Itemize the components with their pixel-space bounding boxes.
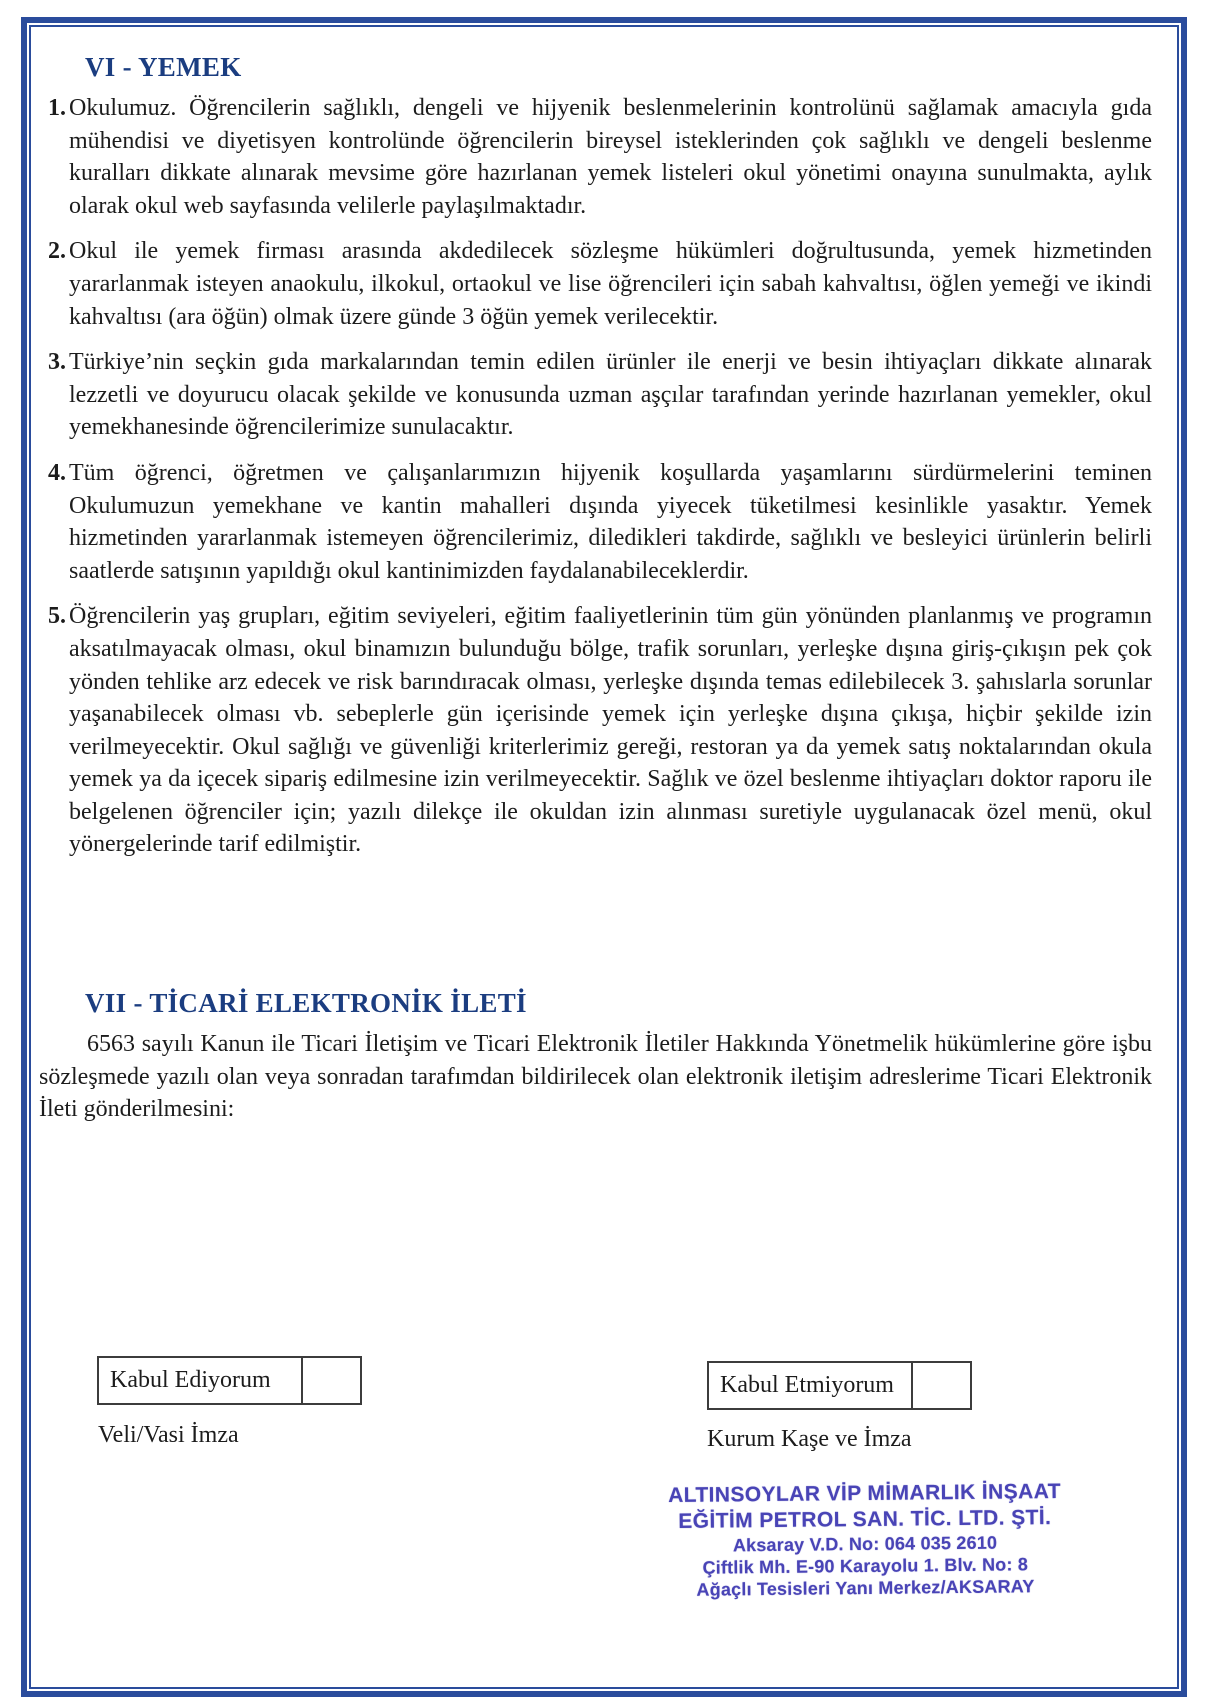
item-number: 4. — [48, 459, 66, 486]
section-vi-list — [48, 92, 1152, 861]
item-text: Türkiye’nin seçkin gıda markalarından temin edilen ürünler ile enerji ve besin ihtiyaçları dikkate alınarak lezzetli ve doyurucu olacak şekilde ve konusunda uzman aşçılar tarafından yerinde hazırlanan yemekler, okul yemekhanesinde öğrencilerimize sunulacaktır. — [69, 349, 1152, 441]
list-item — [48, 235, 1152, 333]
accept-label: Kabul Ediyorum — [97, 1356, 303, 1405]
stamp-line: Çiftlik Mh. E-90 Karayolu 1. Blv. No: 8 — [702, 1554, 1029, 1578]
item-number: 2. — [48, 238, 66, 265]
list-item — [48, 600, 1152, 861]
stamp-line: ALTINSOYLAR VİP MİMARLIK İNŞAAT — [668, 1479, 1061, 1508]
item-text: Okulumuz. Öğrencilerin sağlıklı, dengeli ve hijyenik beslenmelerinin kontrolünü sağlamak amacıyla gıda mühendisi ve diyetisyen kontrolünde öğrencilerin bireysel isteklerinden çok sağlıklı ve dengeli beslenme kuralları dikkate alınarak mevsime göre hazırlanan yemek listeleri okul yönetimi onayına sunulmakta, aylık olarak okul web sayfasında velilerle paylaşılmaktadır. — [69, 95, 1152, 219]
item-number: 3. — [48, 349, 66, 376]
list-item — [48, 92, 1152, 222]
page-content — [36, 36, 1172, 1126]
section-vii-heading: VII - TİCARİ ELEKTRONİK İLETİ — [85, 988, 527, 1019]
reject-option-box — [707, 1361, 972, 1410]
section-vii-paragraph: 6563 sayılı Kanun ile Ticari İletişim ve Ticari Elektronik İletiler Hakkında Yönetmelik hükümlerine göre işbu sözleşmede yazılı olan veya sonradan tarafımdan bildirilecek olan elektronik iletişim adreslerime Ticari Elektronik İleti gönderilmesini: — [39, 1031, 1152, 1123]
guardian-signature-label: Veli/Vasi İmza — [98, 1422, 239, 1448]
reject-label: Kabul Etmiyorum — [707, 1361, 913, 1410]
accept-checkbox[interactable] — [302, 1356, 362, 1405]
stamp-line: Ağaçlı Tesisleri Yanı Merkez/AKSARAY — [696, 1576, 1035, 1600]
institution-stamp-label: Kurum Kaşe ve İmza — [707, 1426, 912, 1452]
list-item — [48, 346, 1152, 444]
company-stamp — [654, 1479, 1075, 1601]
stamp-line: EĞİTİM PETROL SAN. TİC. LTD. ŞTİ. — [678, 1506, 1052, 1533]
stamp-line: Aksaray V.D. No: 064 035 2610 — [732, 1532, 998, 1556]
item-number: 5. — [48, 603, 66, 630]
item-text: Okul ile yemek firması arasında akdedilecek sözleşme hükümleri doğrultusunda, yemek hizmetinden yararlanmak isteyen anaokulu, ilkokul, ortaokul ve lise öğrencileri için sabah kahvaltısı, öğlen yemeği ve ikindi kahvaltısı (ara öğün) olmak üzere günde 3 öğün yemek verilecektir. — [69, 238, 1152, 330]
section-vi-heading: VI - YEMEK — [85, 52, 242, 82]
accept-option-box — [97, 1356, 362, 1405]
list-item — [48, 457, 1152, 587]
item-text: Öğrencilerin yaş grupları, eğitim seviyeleri, eğitim faaliyetlerinin tüm gün yönünden planlanmış ve programın aksatılmayacak olması, okul binamızın bulunduğu bölge, trafik sorunları, yerleşke dışına giriş-çıkışın pek çok yönden tehlike arz edecek ve risk barındıracak olması, yerleşke dışında temas edilebilecek 3. şahıslarla sorunlar yaşanabilecek olması vb. sebeplerle gün içerisinde yemek için yerleşke dışına çıkışa, hiçbir şekilde izin verilmeyecektir. Okul sağlığı ve güvenliği kriterlerimiz gereği, restoran ya da yemek satış noktalarından okula yemek ya da içecek sipariş edilmesine izin verilmeyecektir. Sağlık ve özel beslenme ihtiyaçları doktor raporu ile belgelenen öğrenciler için; yazılı dilekçe ile okuldan izin alınması suretiyle uygulanacak özel menü, okul yönergelerinde tarif edilmiştir. — [69, 603, 1152, 858]
item-number: 1. — [48, 95, 66, 121]
item-text: Tüm öğrenci, öğretmen ve çalışanlarımızın hijyenik koşullarda yaşamlarını sürdürmelerini teminen Okulumuzun yemekhane ve kantin mahalleri dışında yiyecek tüketilmesi kesinlikle yasaktır. Yemek hizmetinden yararlanmak istemeyen öğrencilerimiz, diledikleri takdirde, sağlıklı ve besleyici ürünlerin belirli saatlerde satışının yapıldığı okul kantinimizden faydalanabileceklerdir. — [69, 459, 1152, 584]
reject-checkbox[interactable] — [912, 1361, 972, 1410]
